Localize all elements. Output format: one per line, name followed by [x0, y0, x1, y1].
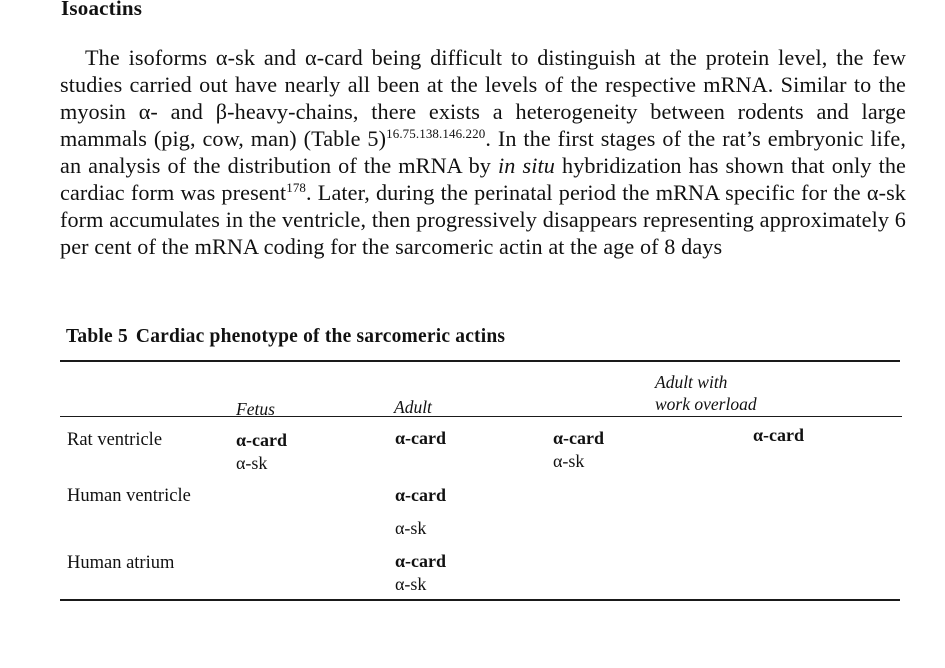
paragraph-text-4: . Later, during the perinatal period the mRNA specific for the α-sk form accumulates in the ventricle, then progressively disappears representing approximately 6 per cent of the mRNA coding for the sarcomeric actin at the age of 8 days — [60, 180, 906, 259]
table-caption — [66, 326, 505, 348]
cell-rat-fetus-sk: α-sk — [236, 453, 268, 473]
cell-human-ventricle-adult-sk: α-sk — [395, 518, 427, 538]
column-header-overload-line1: Adult with — [655, 372, 728, 392]
cell-rat-fetus-card: α-card — [236, 430, 288, 450]
body-paragraph — [60, 44, 906, 260]
column-header-overload-line2: work overload — [655, 394, 757, 414]
cell-rat-overload-card: α-card — [753, 425, 805, 445]
cell-rat-extra-card: α-card — [553, 428, 605, 448]
paragraph-text-1: The isoforms α-sk and α-card being difficult to distinguish at the protein level, the few studies carried out have nearly all been at the levels of the respective mRNA. Similar to the myosin α- and β-heavy-chains, there exists a heterogeneity between rodents and large mammals (pig, cow, man) (Table 5) — [60, 45, 906, 151]
table-top-rule — [60, 360, 900, 362]
column-header-fetus: Fetus — [236, 399, 275, 419]
table-header-rule — [60, 416, 902, 417]
paragraph-italic-term: in situ — [498, 153, 555, 178]
row-label-human-atrium: Human atrium — [67, 553, 175, 573]
reference-superscript: 16.75.138.146.220 — [386, 126, 486, 141]
paragraph-text-3: hybridization has shown that only the cardiac form was present — [60, 153, 906, 205]
table-number: Table 5 — [66, 326, 128, 347]
cell-rat-adult-card: α-card — [395, 428, 447, 448]
column-header-adult: Adult — [394, 397, 432, 417]
row-label-rat-ventricle: Rat ventricle — [67, 430, 163, 450]
paragraph-text-2: . In the first stages of the rat’s embryonic life, an analysis of the distribution of the mRNA by — [60, 126, 906, 178]
table-bottom-rule — [60, 599, 900, 601]
cell-human-atrium-adult-card: α-card — [395, 551, 447, 571]
table-title: Cardiac phenotype of the sarcomeric actins — [135, 326, 506, 347]
cell-rat-extra-sk: α-sk — [553, 451, 585, 471]
cell-human-atrium-adult-sk: α-sk — [395, 574, 427, 594]
reference-superscript: 178 — [286, 180, 307, 195]
section-heading: Isoactins — [61, 0, 143, 20]
cell-human-ventricle-adult-card: α-card — [395, 485, 447, 505]
row-label-human-ventricle: Human ventricle — [67, 486, 191, 506]
